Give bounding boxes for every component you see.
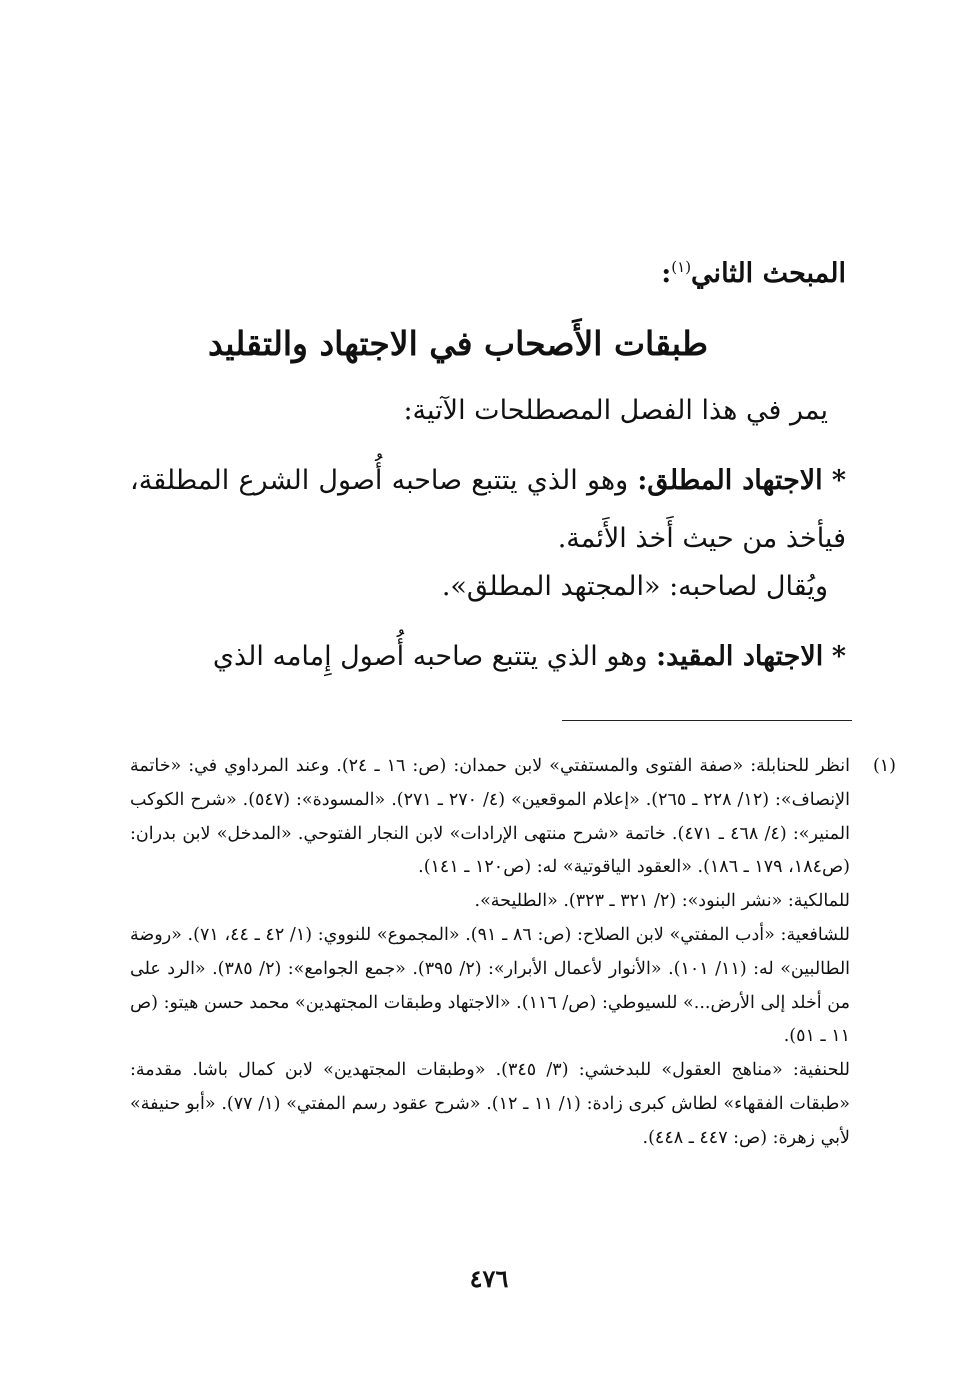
definition-bullet: * (831, 641, 846, 672)
footnote-separator (562, 720, 852, 721)
page-number: ٤٧٦ (469, 1264, 509, 1293)
section-label-text: المبحث الثاني (691, 258, 846, 289)
footnote-block (130, 750, 896, 1156)
definition-absolute-ijtihad (130, 452, 846, 568)
footnote-shafii: للشافعية: «أدب المفتي» لابن الصلاح: (ص: ٨٦ ـ ٩١). «المجموع» للنووي: (١/ ٤٢ ـ ٤٤، ٧١). «روضة الطالبين» له: (١١/ ١٠١). «الأنوار لأعمال الأبرار»: (٢/ ٣٩٥). «جمع الجوامع»: (٢/ ٣٨٥). «الرد على من أخلد إلى الأرض...» للسيوطي: (ص/ ١١٦). «الاجتهاد وطبقات المجتهدين» محمد حسن هيتو: (ص ١١ ـ ٥١). (130, 924, 851, 1047)
footnote-maliki: للمالكية: «نشر البنود»: (٢/ ٣٢١ ـ ٣٢٣). «الطليحة». (474, 891, 850, 912)
intro-sentence: يمر في هذا الفصل المصطلحات الآتية: (403, 395, 828, 426)
definition-text: وهو الذي يتتبع صاحبه أُصول إِمامه الذي (212, 641, 648, 672)
footnote-hanbali: انظر للحنابلة: «صفة الفتوى والمستفتي» لابن حمدان: (ص: ١٦ ـ ٢٤). وعند المرداوي في: «خاتمة الإنصاف»: (١٢/ ٢٢٨ ـ ٢٦٥). «إعلام الموقعين» (٤/ ٢٧٠ ـ ٢٧١). «المسودة»: (٥٤٧). «شرح الكوكب المنير»: (٤/ ٤٦٨ ـ ٤٧١). خاتمة «شرح منتهى الإرادات» لابن النجار الفتوحي. «المدخل» لابن بدران: (ص١٨٤، ١٧٩ ـ ١٨٦). «العقود الياقوتية» له: (ص١٢٠ ـ ١٤١). (130, 756, 850, 878)
definition-restricted-ijtihad (130, 628, 846, 686)
chapter-title: طبقات الأَصحاب في الاجتهاد والتقليد (207, 324, 708, 363)
section-label (661, 258, 846, 289)
footnote-marker: (١) (872, 756, 896, 776)
section-label-colon: : (661, 258, 672, 289)
definition-text: وهو الذي يتتبع صاحبه أُصول الشرع المطلقة، فيأخذ من حيث أَخذ الأَئمة. (130, 465, 846, 554)
footnote-reference[interactable]: (١) (671, 258, 692, 276)
also-called-line: ويُقال لصاحبه: «المجتهد المطلق». (441, 571, 828, 602)
footnote-hanafi: للحنفية: «مناهج العقول» للبدخشي: (٣/ ٣٤٥). «وطبقات المجتهدين» لابن كمال باشا. مقدمة: «طبقات الفقهاء» لطاش كبرى زادة: (١/ ١١ ـ ١٢). «شرح عقود رسم المفتي» (١/ ٧٧). «أبو حنيفة» لأبي زهرة: (ص: ٤٤٧ ـ ٤٤٨). (130, 1060, 850, 1148)
definition-bullet: * (831, 465, 846, 496)
definition-term: الاجتهاد المقيد: (656, 641, 824, 672)
definition-term: الاجتهاد المطلق: (637, 465, 823, 496)
